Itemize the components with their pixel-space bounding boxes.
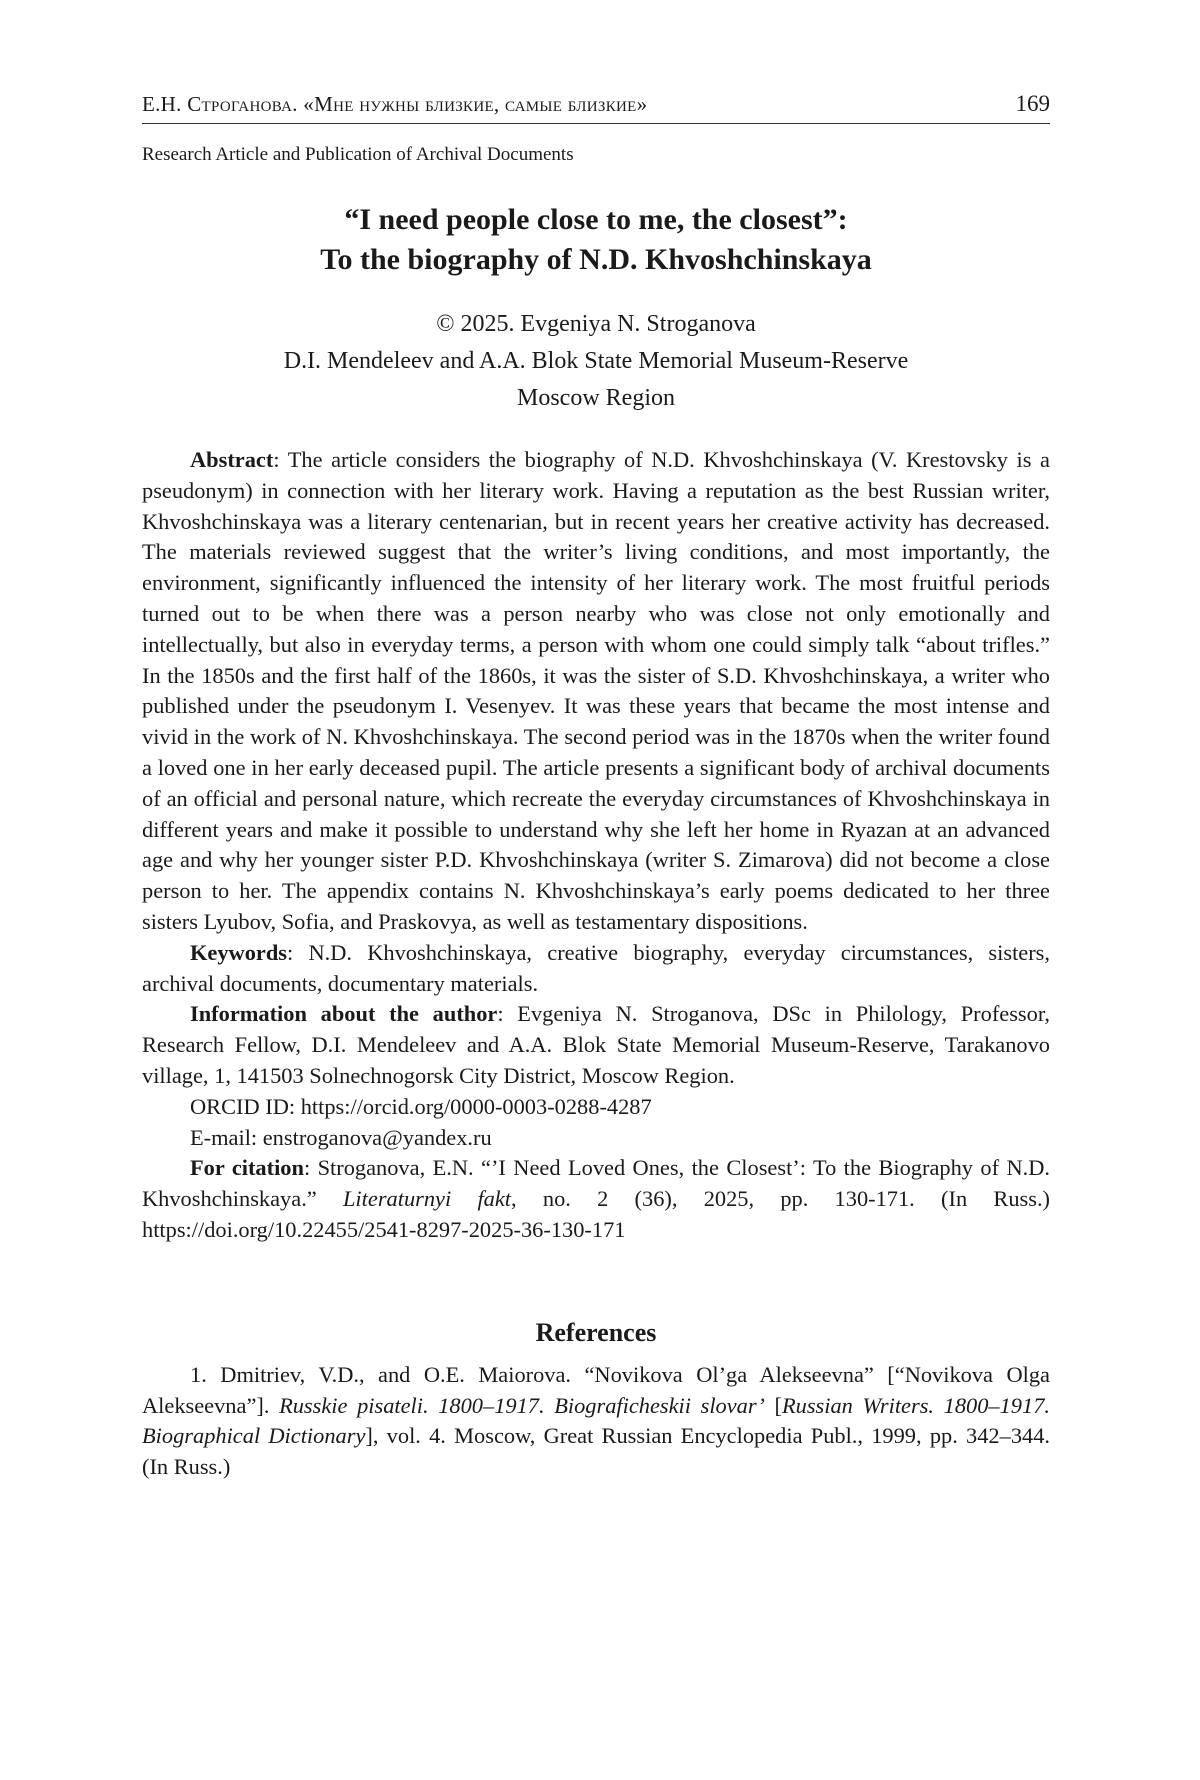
reference-title-translated: Russian Writers. 1800–1917. Biographical Dictionary xyxy=(142,1392,1050,1449)
running-title: Е.Н. Строганова. «Мне нужны близкие, самые близкие» xyxy=(142,92,648,116)
article-page xyxy=(142,80,1050,1483)
article-title xyxy=(142,200,1050,280)
orcid-line: ORCID ID: https://orcid.org/0000-0003-0288-4287 xyxy=(190,1093,652,1119)
reference-title-original: Russkie pisateli. 1800–1917. Biograficheskii slovar’ xyxy=(279,1392,765,1418)
reference-item xyxy=(142,1360,1050,1483)
title-line-2: To the biography of N.D. Khvoshchinskaya xyxy=(320,243,872,276)
reference-after: ], vol. 4. Moscow, Great Russian Encyclopedia Publ., 1999, pp. 342–344. (In Russ.) xyxy=(142,1423,1050,1480)
reference-before: 1. Dmitriev, V.D., and O.E. Maiorova. “Novikova Ol’ga Alekseevna” [“Novikova Olga Alekseevna”]. xyxy=(142,1361,1050,1418)
reference-mid: [ xyxy=(764,1392,782,1418)
title-line-1: “I need people close to me, the closest”: xyxy=(344,203,848,236)
abstract-paragraph xyxy=(142,445,1050,938)
article-front-matter xyxy=(142,445,1050,1246)
abstract-label: Abstract xyxy=(190,447,274,472)
page-number: 169 xyxy=(1015,91,1050,116)
citation-text-after: , no. 2 (36), 2025, pp. 130-171. (In Russ.) https://doi.org/10.22455/2541-8297-2025-36-130-171 xyxy=(142,1186,1050,1242)
article-type-label: Research Article and Publication of Archival Documents xyxy=(142,144,574,165)
keywords-label: Keywords xyxy=(190,939,288,965)
author-info-text: : Evgeniya N. Stroganova, DSc in Philology, Professor, Research Fellow, D.I. Mendeleev and A.A. Blok State Memorial Museum-Reserve, Tarakanovo village, 1, 141503 Solnechnogorsk City District, Moscow Region. xyxy=(142,1001,1051,1088)
email-line: E-mail: enstroganova@yandex.ru xyxy=(190,1124,492,1150)
references-list xyxy=(142,1360,1050,1483)
author-block xyxy=(142,306,1050,417)
abstract-text: : The article considers the biography of N.D. Khvoshchinskaya (V. Krestovsky is a pseudonym) in connection with her literary work. Having a reputation as the best Russian writer, Khvoshchinskaya was a literary centenarian, but in recent years her creative activity has decreased. The materials reviewed suggest that the writer’s living conditions, and most importantly, the environment, significantly influenced the intensity of her literary work. The most fruitful periods turned out to be when there was a person nearby who was close not only emotionally and intellectually, but also in everyday terms, a person with whom one could simply talk “about trifles.” In the 1850s and the first half of the 1860s, it was the sister of S.D. Khvoshchinskaya, a writer who published under the pseudonym I. Vesenyev. It was these years that became the most intense and vivid in the work of N. Khvoshchinskaya. The second period was in the 1870s when the writer found a loved one in her early deceased pupil. The article presents a significant body of archival documents of an official and personal nature, which recreate the everyday circumstances of Khvoshchinskaya in different years and make it possible to understand why she left her home in Ryazan at an advanced age and why her younger sister P.D. Khvoshchinskaya (writer S. Zimarova) did not become a close person to her. The appendix contains N. Khvoshchinskaya’s early poems dedicated to her three sisters Lyubov, Sofia, and Praskovya, as well as testamentary dispositions. xyxy=(142,447,1050,934)
citation-label: For citation xyxy=(190,1155,304,1181)
copyright-line: © 2025. Evgeniya N. Stroganova xyxy=(436,311,756,337)
keywords-paragraph xyxy=(142,938,1050,1000)
author-info-label: Information about the author xyxy=(190,1001,498,1027)
region-line: Moscow Region xyxy=(517,385,675,411)
keywords-text: : N.D. Khvoshchinskaya, creative biography, everyday circumstances, sisters, archival documents, documentary materials. xyxy=(142,939,1050,996)
citation-text-before: : Stroganova, E.N. “’I Need Loved Ones, the Closest’: To the Biography of N.D. Khvoshchinskaya.” xyxy=(142,1155,1050,1212)
author-info-paragraph xyxy=(142,999,1050,1091)
citation-paragraph xyxy=(142,1153,1050,1245)
references-heading: References xyxy=(535,1317,657,1347)
running-header xyxy=(142,80,1050,124)
citation-journal: Literaturnyi fakt xyxy=(342,1186,512,1212)
affiliation-line: D.I. Mendeleev and A.A. Blok State Memorial Museum-Reserve xyxy=(283,348,909,374)
